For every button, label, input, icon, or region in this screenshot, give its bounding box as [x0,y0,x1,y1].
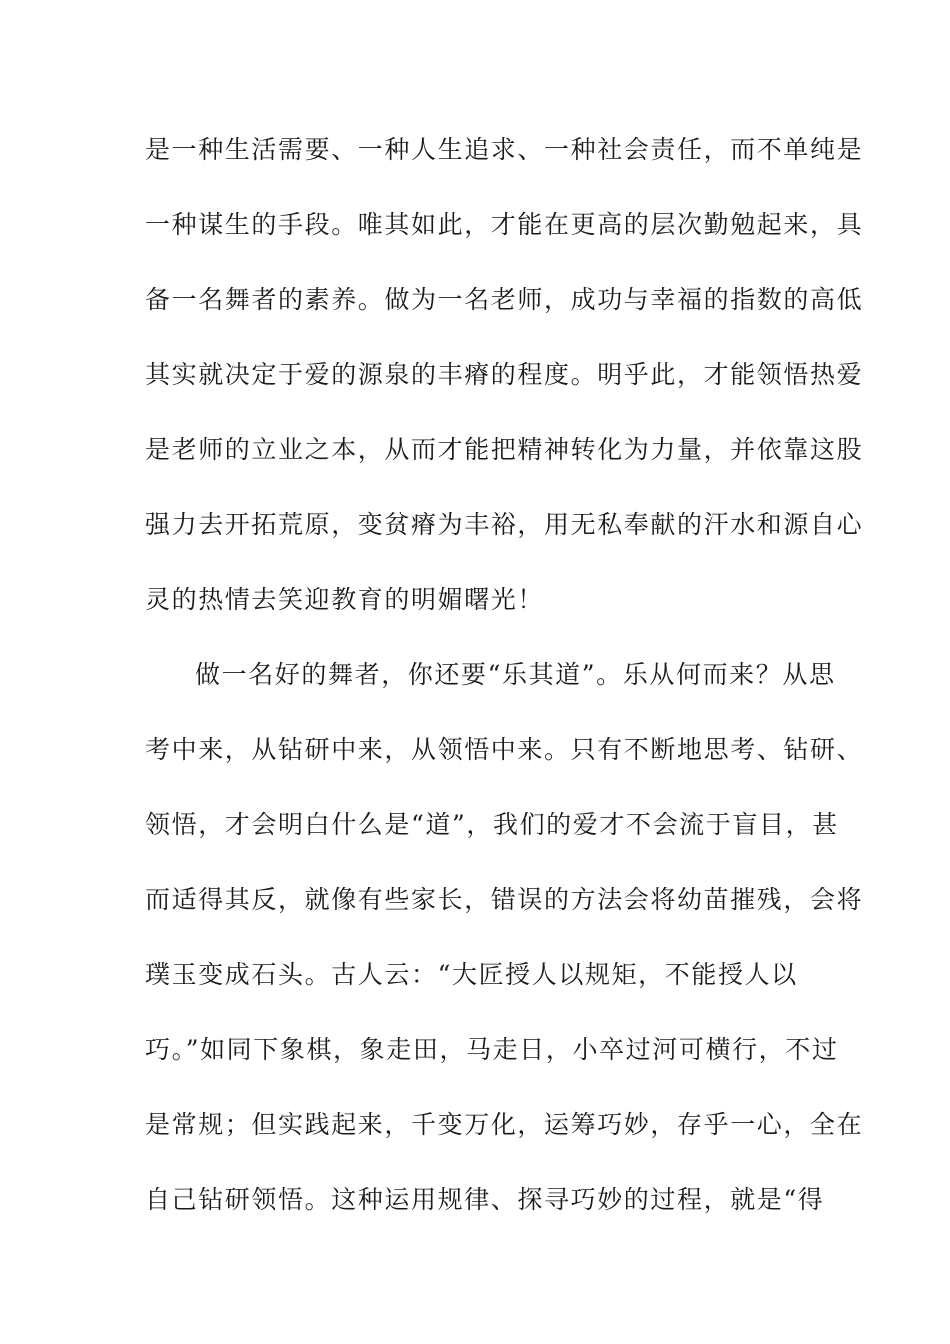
text-line: 是老师的立业之本，从而才能把精神转化为力量，并依靠这股 [145,435,864,464]
text-line: 巧。”如同下象棋，象走田，马走日，小卒过河可横行，不过 [145,1035,839,1064]
text-line: 是常规；但实践起来，千变万化，运筹巧妙，存乎一心，全在 [145,1110,864,1139]
text-line: 备一名舞者的素养。做为一名老师，成功与幸福的指数的高低 [145,285,864,314]
text-line: 自己钻研领悟。这种运用规律、探寻巧妙的过程，就是“得 [145,1185,825,1214]
text-line: 而适得其反，就像有些家长，错误的方法会将幼苗摧残，会将 [145,885,864,914]
text-line: 灵的热情去笑迎教育的明媚曙光！ [145,585,545,614]
text-line: 领悟，才会明白什么是“道”，我们的爱才不会流于盲目，甚 [145,810,839,839]
text-line: 强力去开拓荒原，变贫瘠为丰裕，用无私奉献的汗水和源自心 [145,510,864,539]
text-line: 一种谋生的手段。唯其如此，才能在更高的层次勤勉起来，具 [145,210,864,239]
text-line: 是一种生活需要、一种人生追求、一种社会责任，而不单纯是 [145,135,864,164]
text-line: 做一名好的舞者，你还要“乐其道”。乐从何而来？从思 [195,660,836,689]
text-line: 考中来，从钻研中来，从领悟中来。只有不断地思考、钻研、 [145,735,864,764]
text-line: 璞玉变成石头。古人云：“大匠授人以规矩，不能授人以 [145,960,798,989]
text-line: 其实就决定于爱的源泉的丰瘠的程度。明乎此，才能领悟热爱 [145,360,864,389]
